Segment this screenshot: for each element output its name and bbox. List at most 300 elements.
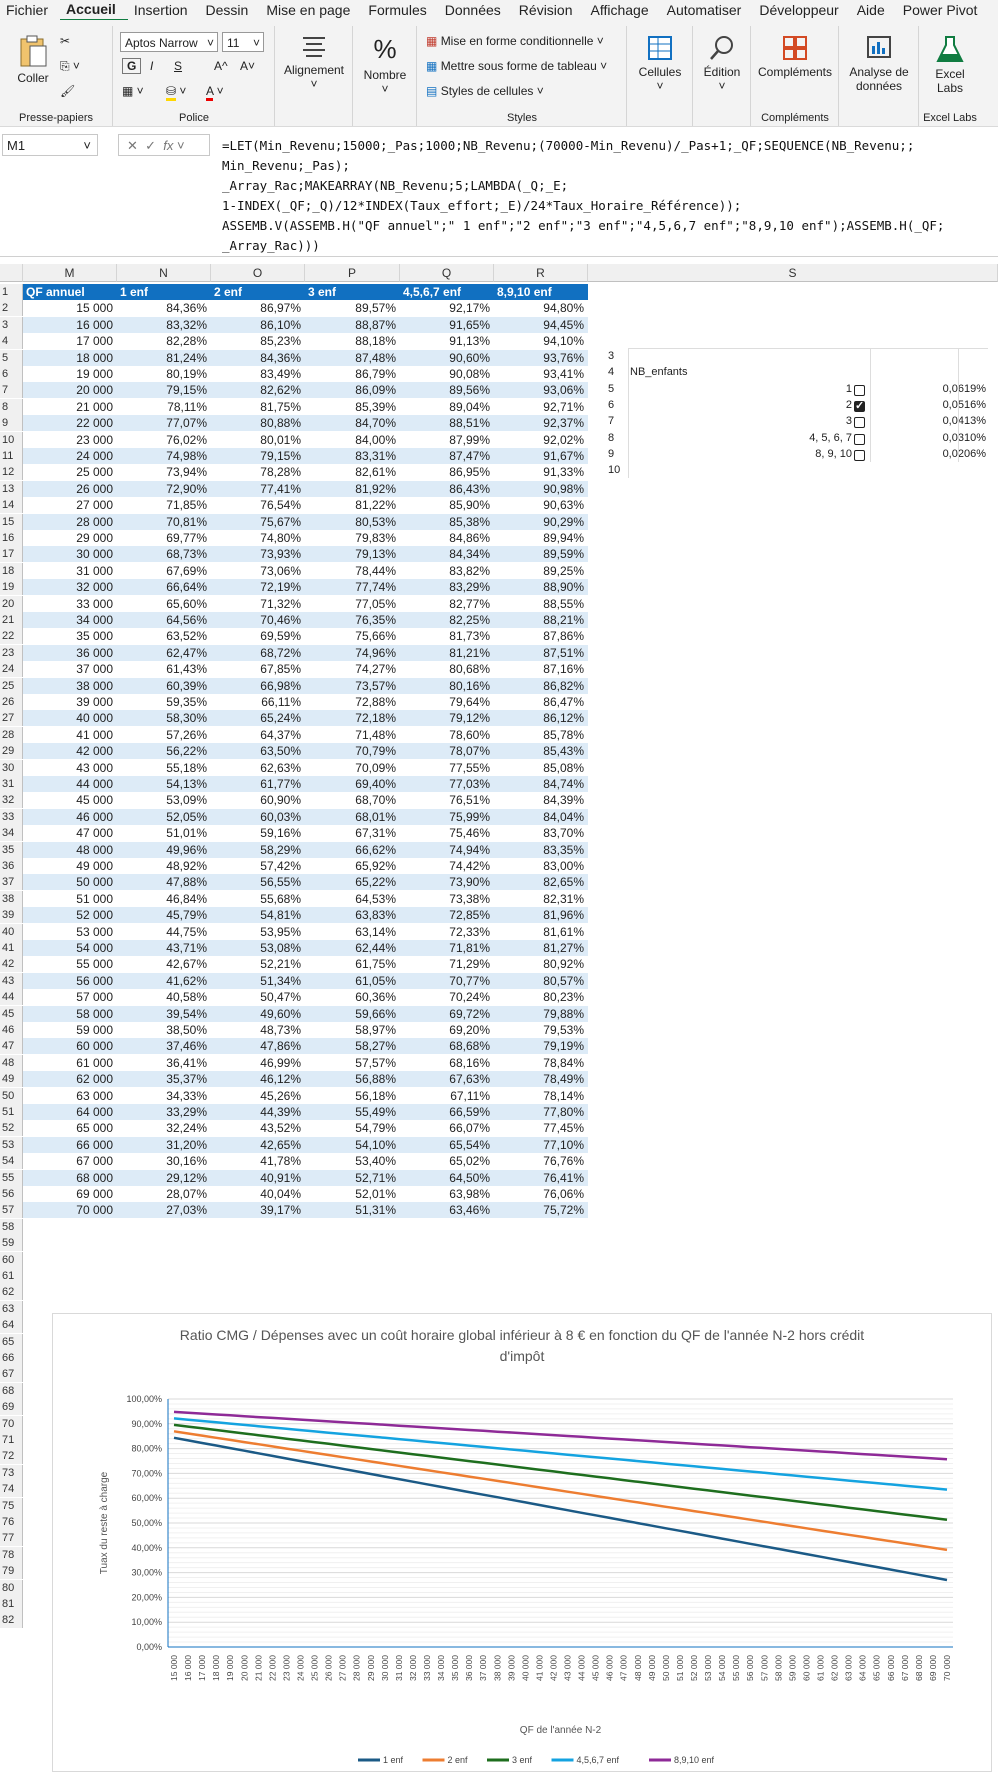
table-cell[interactable]: 68,73% bbox=[117, 546, 211, 562]
table-cell[interactable]: 82,77% bbox=[449, 596, 490, 611]
table-cell[interactable]: 84,04% bbox=[494, 809, 588, 825]
table-cell[interactable]: 77,07% bbox=[117, 415, 211, 431]
table-cell[interactable]: 53,95% bbox=[260, 924, 301, 939]
table-cell[interactable]: 80,23% bbox=[543, 990, 584, 1005]
table-cell[interactable]: 59,16% bbox=[260, 826, 301, 841]
table-cell[interactable]: 26 000 bbox=[23, 481, 117, 497]
table-cell[interactable]: 79,15% bbox=[211, 448, 305, 464]
fill-color-icon[interactable]: ⛁ ˅ bbox=[166, 84, 186, 98]
addins-button[interactable] bbox=[754, 34, 836, 79]
table-cell[interactable]: 63,52% bbox=[166, 629, 207, 644]
table-header-cell[interactable]: 2 enf bbox=[211, 284, 305, 300]
table-cell[interactable]: 68 000 bbox=[23, 1170, 117, 1186]
table-cell[interactable]: 44,39% bbox=[211, 1104, 305, 1120]
table-cell[interactable]: 75,99% bbox=[400, 809, 494, 825]
table-cell[interactable]: 79,64% bbox=[449, 695, 490, 709]
table-cell[interactable]: 58,27% bbox=[305, 1038, 400, 1054]
table-cell[interactable]: 93,76% bbox=[494, 350, 588, 366]
table-cell[interactable]: 88,21% bbox=[494, 612, 588, 628]
table-cell[interactable]: 39 000 bbox=[76, 695, 113, 709]
table-cell[interactable]: 51,31% bbox=[305, 1202, 400, 1218]
table-cell[interactable]: 62,47% bbox=[117, 645, 211, 661]
table-cell[interactable]: 67,69% bbox=[166, 563, 207, 578]
table-cell[interactable]: 85,38% bbox=[400, 514, 494, 530]
table-cell[interactable]: 79,12% bbox=[400, 710, 494, 726]
table-cell[interactable]: 76,54% bbox=[260, 498, 301, 513]
table-cell[interactable]: 63 000 bbox=[76, 1088, 113, 1103]
table-cell[interactable]: 51,01% bbox=[166, 826, 207, 841]
table-cell[interactable]: 73,57% bbox=[305, 678, 400, 694]
table-cell[interactable]: 77,03% bbox=[400, 776, 494, 792]
table-cell[interactable]: 82,25% bbox=[400, 612, 494, 628]
table-cell[interactable]: 56,88% bbox=[305, 1071, 400, 1087]
table-cell[interactable]: 52,05% bbox=[117, 809, 211, 825]
table-cell[interactable]: 78,14% bbox=[543, 1088, 584, 1103]
table-cell[interactable]: 18 000 bbox=[23, 350, 117, 366]
table-cell[interactable]: 71,48% bbox=[355, 727, 396, 742]
table-cell[interactable]: 54,81% bbox=[211, 907, 305, 923]
table-cell[interactable]: 83,82% bbox=[449, 563, 490, 578]
table-cell[interactable]: 61,43% bbox=[166, 662, 207, 677]
table-cell[interactable]: 88,55% bbox=[543, 596, 584, 611]
table-cell[interactable]: 65,54% bbox=[400, 1137, 494, 1153]
table-cell[interactable]: 77,55% bbox=[449, 760, 490, 775]
table-cell[interactable]: 75,66% bbox=[355, 629, 396, 644]
grow-font-button[interactable]: A^ bbox=[214, 59, 228, 73]
table-cell[interactable]: 87,86% bbox=[543, 629, 584, 644]
table-cell[interactable]: 86,43% bbox=[400, 481, 494, 497]
table-cell[interactable]: 65,60% bbox=[166, 596, 207, 611]
table-cell[interactable]: 27,03% bbox=[117, 1202, 211, 1218]
table-cell[interactable]: 79,13% bbox=[305, 546, 400, 562]
table-cell[interactable]: 44 000 bbox=[23, 776, 117, 792]
table-cell[interactable]: 45,26% bbox=[260, 1088, 301, 1103]
table-cell[interactable]: 65,02% bbox=[449, 1154, 490, 1169]
table-cell[interactable]: 54 000 bbox=[23, 940, 117, 956]
table-cell[interactable]: 88,18% bbox=[355, 334, 396, 349]
table-cell[interactable]: 33,29% bbox=[117, 1104, 211, 1120]
font-size-select[interactable]: 11 ˅ bbox=[222, 32, 264, 52]
table-cell[interactable]: 80,53% bbox=[305, 514, 400, 530]
table-cell[interactable]: 64,50% bbox=[400, 1170, 494, 1186]
table-cell[interactable]: 25 000 bbox=[76, 465, 113, 480]
table-cell[interactable]: 39,17% bbox=[211, 1202, 305, 1218]
table-cell[interactable]: 68,01% bbox=[305, 809, 400, 825]
menu-tab[interactable]: Développeur bbox=[759, 2, 839, 18]
table-cell[interactable]: 87,51% bbox=[494, 645, 588, 661]
table-cell[interactable]: 61,77% bbox=[211, 776, 305, 792]
borders-icon[interactable]: ▦ ˅ bbox=[122, 84, 144, 98]
cells-button[interactable]: Cellules ˅ bbox=[630, 34, 690, 93]
table-cell[interactable]: 34 000 bbox=[23, 612, 117, 628]
table-cell[interactable]: 31,20% bbox=[117, 1137, 211, 1153]
table-cell[interactable]: 61,05% bbox=[305, 973, 400, 989]
table-header-cell[interactable]: 4,5,6,7 enf bbox=[400, 284, 494, 300]
table-cell[interactable]: 24 000 bbox=[23, 448, 117, 464]
table-cell[interactable]: 89,04% bbox=[449, 399, 490, 414]
formula-input[interactable] bbox=[222, 136, 994, 256]
table-cell[interactable]: 27 000 bbox=[76, 498, 113, 513]
table-cell[interactable]: 71,32% bbox=[260, 596, 301, 611]
table-cell[interactable]: 83,35% bbox=[494, 842, 588, 858]
table-cell[interactable]: 84,00% bbox=[355, 432, 396, 447]
table-cell[interactable]: 60,36% bbox=[355, 990, 396, 1005]
table-cell[interactable]: 55,49% bbox=[305, 1104, 400, 1120]
table-cell[interactable]: 74,27% bbox=[355, 662, 396, 677]
table-cell[interactable]: 53,08% bbox=[211, 940, 305, 956]
table-cell[interactable]: 56,18% bbox=[355, 1088, 396, 1103]
table-cell[interactable]: 76,41% bbox=[494, 1170, 588, 1186]
table-cell[interactable]: 89,94% bbox=[543, 531, 584, 545]
table-header-cell[interactable]: QF annuel bbox=[23, 284, 117, 300]
menu-tab[interactable]: Insertion bbox=[133, 2, 188, 18]
shrink-font-button[interactable]: A˅ bbox=[240, 59, 256, 73]
table-cell[interactable]: 30 000 bbox=[23, 546, 117, 562]
table-cell[interactable]: 38 000 bbox=[23, 678, 117, 694]
table-cell[interactable]: 75,67% bbox=[211, 514, 305, 530]
table-cell[interactable]: 69 000 bbox=[76, 1187, 113, 1201]
table-cell[interactable]: 68,16% bbox=[449, 1055, 490, 1070]
table-cell[interactable]: 90,08% bbox=[449, 367, 490, 381]
table-cell[interactable]: 79,15% bbox=[117, 382, 211, 398]
analyze-data-button[interactable] bbox=[842, 34, 916, 93]
number-button[interactable]: % Nombre ˅ bbox=[356, 34, 414, 96]
table-cell[interactable]: 85,43% bbox=[494, 743, 588, 759]
table-cell[interactable]: 43,52% bbox=[260, 1121, 301, 1136]
alignment-button[interactable]: Alignement ˅ bbox=[278, 34, 350, 91]
table-cell[interactable]: 84,86% bbox=[449, 531, 490, 545]
table-cell[interactable]: 55,18% bbox=[166, 760, 207, 775]
table-cell[interactable]: 47 000 bbox=[76, 826, 113, 841]
table-cell[interactable]: 53 000 bbox=[76, 924, 113, 939]
table-cell[interactable]: 56 000 bbox=[23, 973, 117, 989]
table-cell[interactable]: 88,51% bbox=[400, 415, 494, 431]
table-cell[interactable]: 80,01% bbox=[260, 432, 301, 447]
table-cell[interactable]: 44,75% bbox=[166, 924, 207, 939]
table-cell[interactable]: 79,53% bbox=[543, 1023, 584, 1037]
table-cell[interactable]: 78,84% bbox=[543, 1055, 584, 1070]
table-cell[interactable]: 92,37% bbox=[494, 415, 588, 431]
table-cell[interactable]: 54,13% bbox=[117, 776, 211, 792]
table-cell[interactable]: 70,24% bbox=[449, 990, 490, 1005]
table-cell[interactable]: 89,59% bbox=[494, 546, 588, 562]
copy-icon[interactable]: ⎘ ˅ bbox=[60, 59, 80, 73]
table-cell[interactable]: 37,46% bbox=[117, 1038, 211, 1054]
table-cell[interactable]: 16 000 bbox=[23, 317, 117, 333]
table-cell[interactable]: 88,87% bbox=[305, 317, 400, 333]
table-cell[interactable]: 89,57% bbox=[355, 301, 396, 316]
table-cell[interactable]: 73,90% bbox=[400, 874, 494, 890]
table-cell[interactable]: 32 000 bbox=[23, 579, 117, 595]
table-cell[interactable]: 83,31% bbox=[305, 448, 400, 464]
menu-tab[interactable]: Affichage bbox=[590, 2, 649, 18]
table-cell[interactable]: 56,22% bbox=[117, 743, 211, 759]
font-name-select[interactable]: Aptos Narrow ˅ bbox=[120, 32, 218, 52]
table-cell[interactable]: 70,46% bbox=[211, 612, 305, 628]
table-cell[interactable]: 76,02% bbox=[166, 432, 207, 447]
table-cell[interactable]: 91,33% bbox=[543, 465, 584, 480]
table-header-cell[interactable]: 8,9,10 enf bbox=[494, 284, 588, 300]
table-cell[interactable]: 78,60% bbox=[449, 727, 490, 742]
table-cell[interactable]: 77,74% bbox=[305, 579, 400, 595]
table-cell[interactable]: 33 000 bbox=[76, 596, 113, 611]
table-cell[interactable]: 35,37% bbox=[117, 1071, 211, 1087]
table-cell[interactable]: 51 000 bbox=[76, 891, 113, 906]
table-cell[interactable]: 58 000 bbox=[23, 1006, 117, 1022]
table-cell[interactable]: 84,39% bbox=[543, 793, 584, 808]
table-cell[interactable]: 66 000 bbox=[23, 1137, 117, 1153]
table-cell[interactable]: 86,47% bbox=[543, 695, 584, 709]
table-cell[interactable]: 70,81% bbox=[117, 514, 211, 530]
table-cell[interactable]: 79,88% bbox=[494, 1006, 588, 1022]
table-cell[interactable]: 80,16% bbox=[400, 678, 494, 694]
paste-button[interactable] bbox=[8, 34, 58, 85]
table-cell[interactable]: 83,70% bbox=[543, 826, 584, 841]
table-cell[interactable]: 82,62% bbox=[211, 382, 305, 398]
table-cell[interactable]: 36,41% bbox=[166, 1055, 207, 1070]
table-cell[interactable]: 46 000 bbox=[23, 809, 117, 825]
table-cell[interactable]: 78,11% bbox=[167, 399, 207, 414]
table-cell[interactable]: 92,17% bbox=[449, 301, 490, 316]
table-cell[interactable]: 74,80% bbox=[260, 531, 301, 545]
table-cell[interactable]: 93,41% bbox=[543, 367, 584, 381]
table-cell[interactable]: 80,92% bbox=[543, 957, 584, 972]
checkbox[interactable] bbox=[854, 385, 865, 396]
table-cell[interactable]: 70,09% bbox=[355, 760, 396, 775]
table-cell[interactable]: 65,22% bbox=[305, 874, 400, 890]
table-cell[interactable]: 53,40% bbox=[355, 1154, 396, 1169]
table-cell[interactable]: 75,72% bbox=[494, 1202, 588, 1218]
table-cell[interactable]: 86,09% bbox=[305, 382, 400, 398]
fx-icon[interactable]: fx bbox=[163, 138, 174, 153]
table-cell[interactable]: 70 000 bbox=[23, 1202, 117, 1218]
table-cell[interactable]: 55,68% bbox=[260, 891, 301, 906]
column-header-N[interactable]: N bbox=[117, 264, 211, 282]
table-cell[interactable]: 65,24% bbox=[211, 710, 305, 726]
menu-tab[interactable]: Aide bbox=[856, 2, 885, 18]
table-cell[interactable]: 23 000 bbox=[76, 432, 113, 447]
table-cell[interactable]: 77,45% bbox=[543, 1121, 584, 1136]
table-cell[interactable]: 85,78% bbox=[543, 727, 584, 742]
table-cell[interactable]: 19 000 bbox=[76, 367, 113, 381]
table-cell[interactable]: 47,86% bbox=[211, 1038, 305, 1054]
table-cell[interactable]: 42,65% bbox=[211, 1137, 305, 1153]
table-cell[interactable]: 60,90% bbox=[260, 793, 301, 808]
table-cell[interactable]: 58,30% bbox=[117, 710, 211, 726]
menu-tab[interactable]: Fichier bbox=[6, 2, 49, 18]
table-cell[interactable]: 52,21% bbox=[260, 957, 301, 972]
table-cell[interactable]: 94,80% bbox=[543, 301, 584, 316]
table-cell[interactable]: 80,68% bbox=[449, 662, 490, 677]
menu-tab[interactable]: Révision bbox=[518, 2, 573, 18]
table-cell[interactable]: 52 000 bbox=[23, 907, 117, 923]
table-cell[interactable]: 58,97% bbox=[355, 1023, 396, 1037]
table-cell[interactable]: 80,19% bbox=[166, 367, 207, 381]
table-cell[interactable]: 70,79% bbox=[305, 743, 400, 759]
table-cell[interactable]: 85,08% bbox=[543, 760, 584, 775]
table-cell[interactable]: 85,23% bbox=[260, 334, 301, 349]
table-cell[interactable]: 22 000 bbox=[23, 415, 117, 431]
table-cell[interactable]: 60 000 bbox=[23, 1038, 117, 1054]
table-cell[interactable]: 84,34% bbox=[400, 546, 494, 562]
column-header-S[interactable]: S bbox=[588, 264, 998, 282]
table-cell[interactable]: 40,58% bbox=[166, 990, 207, 1005]
column-header-P[interactable]: P bbox=[305, 264, 400, 282]
table-cell[interactable]: 87,99% bbox=[449, 432, 490, 447]
cut-icon[interactable]: ✂ bbox=[60, 34, 71, 48]
table-cell[interactable]: 32,24% bbox=[166, 1121, 207, 1136]
table-cell[interactable]: 73,38% bbox=[449, 891, 490, 906]
table-header-cell[interactable]: 1 enf bbox=[117, 284, 211, 300]
excel-labs-button[interactable] bbox=[922, 34, 978, 95]
table-cell[interactable]: 65 000 bbox=[76, 1121, 113, 1136]
table-cell[interactable]: 53,09% bbox=[166, 793, 207, 808]
menu-tab[interactable]: Accueil bbox=[60, 0, 128, 21]
table-cell[interactable]: 68,70% bbox=[355, 793, 396, 808]
table-cell[interactable]: 79,19% bbox=[494, 1038, 588, 1054]
menu-tab[interactable]: Dessin bbox=[205, 2, 249, 18]
table-cell[interactable]: 60,39% bbox=[117, 678, 211, 694]
table-cell[interactable]: 74,42% bbox=[449, 859, 490, 873]
table-cell[interactable]: 61 000 bbox=[76, 1055, 113, 1070]
table-cell[interactable]: 67,63% bbox=[400, 1071, 494, 1087]
table-cell[interactable]: 76,06% bbox=[543, 1187, 584, 1201]
table-header-cell[interactable]: 3 enf bbox=[305, 284, 400, 300]
table-cell[interactable]: 90,29% bbox=[494, 514, 588, 530]
table-cell[interactable]: 63,46% bbox=[400, 1202, 494, 1218]
table-cell[interactable]: 57 000 bbox=[76, 990, 113, 1005]
table-cell[interactable]: 78,07% bbox=[400, 743, 494, 759]
table-cell[interactable]: 83,32% bbox=[117, 317, 211, 333]
table-cell[interactable]: 69,77% bbox=[166, 531, 207, 545]
table-cell[interactable]: 81,24% bbox=[117, 350, 211, 366]
table-cell[interactable]: 84,74% bbox=[494, 776, 588, 792]
table-cell[interactable]: 94,45% bbox=[494, 317, 588, 333]
checkbox[interactable] bbox=[854, 450, 865, 461]
table-cell[interactable]: 61,75% bbox=[355, 957, 396, 972]
table-cell[interactable]: 86,79% bbox=[355, 367, 396, 381]
table-cell[interactable]: 76,35% bbox=[305, 612, 400, 628]
table-cell[interactable]: 45,79% bbox=[117, 907, 211, 923]
table-cell[interactable]: 63,50% bbox=[211, 743, 305, 759]
table-cell[interactable]: 50,47% bbox=[260, 990, 301, 1005]
table-cell[interactable]: 59,35% bbox=[166, 695, 207, 709]
format-table-button[interactable]: ▦ Mettre sous forme de tableau ˅ bbox=[426, 59, 608, 73]
table-cell[interactable]: 59,66% bbox=[305, 1006, 400, 1022]
table-cell[interactable]: 77,80% bbox=[494, 1104, 588, 1120]
table-cell[interactable]: 81,21% bbox=[400, 645, 494, 661]
table-cell[interactable]: 49 000 bbox=[76, 859, 113, 873]
table-cell[interactable]: 82,28% bbox=[166, 334, 207, 349]
name-box[interactable]: M1 ˅ bbox=[2, 134, 98, 156]
table-cell[interactable]: 39,54% bbox=[117, 1006, 211, 1022]
table-cell[interactable]: 85,39% bbox=[355, 399, 396, 414]
table-cell[interactable]: 87,16% bbox=[543, 662, 584, 677]
underline-button[interactable]: S bbox=[174, 59, 183, 73]
table-cell[interactable]: 87,47% bbox=[400, 448, 494, 464]
table-cell[interactable]: 57,57% bbox=[355, 1055, 396, 1070]
table-cell[interactable]: 64,53% bbox=[355, 891, 396, 906]
table-cell[interactable]: 73,94% bbox=[166, 465, 207, 480]
table-cell[interactable]: 41 000 bbox=[76, 727, 113, 742]
menu-tab[interactable]: Données bbox=[444, 2, 501, 18]
table-cell[interactable]: 34,33% bbox=[166, 1088, 207, 1103]
table-cell[interactable]: 54,10% bbox=[305, 1137, 400, 1153]
table-cell[interactable]: 83,00% bbox=[543, 859, 584, 873]
table-cell[interactable]: 81,22% bbox=[355, 498, 396, 513]
table-cell[interactable]: 69,59% bbox=[260, 629, 301, 644]
table-cell[interactable]: 79,83% bbox=[355, 531, 396, 545]
table-cell[interactable]: 49,96% bbox=[117, 842, 211, 858]
table-cell[interactable]: 78,44% bbox=[355, 563, 396, 578]
table-cell[interactable]: 87,48% bbox=[305, 350, 400, 366]
table-cell[interactable]: 90,60% bbox=[400, 350, 494, 366]
table-cell[interactable]: 80,57% bbox=[494, 973, 588, 989]
table-cell[interactable]: 77,41% bbox=[211, 481, 305, 497]
table-cell[interactable]: 89,56% bbox=[400, 382, 494, 398]
table-cell[interactable]: 15 000 bbox=[76, 301, 113, 316]
table-cell[interactable]: 54,79% bbox=[355, 1121, 396, 1136]
table-cell[interactable]: 47,88% bbox=[117, 874, 211, 890]
table-cell[interactable]: 72,33% bbox=[449, 924, 490, 939]
table-cell[interactable]: 50 000 bbox=[23, 874, 117, 890]
table-cell[interactable]: 67,85% bbox=[260, 662, 301, 677]
table-cell[interactable]: 81,27% bbox=[494, 940, 588, 956]
table-cell[interactable]: 49,60% bbox=[211, 1006, 305, 1022]
table-cell[interactable]: 67,11% bbox=[450, 1088, 490, 1103]
table-cell[interactable]: 81,61% bbox=[543, 924, 584, 939]
table-cell[interactable]: 29,12% bbox=[117, 1170, 211, 1186]
column-header-M[interactable]: M bbox=[23, 264, 117, 282]
table-cell[interactable]: 64,56% bbox=[117, 612, 211, 628]
table-cell[interactable]: 64 000 bbox=[23, 1104, 117, 1120]
table-cell[interactable]: 84,36% bbox=[166, 301, 207, 316]
table-cell[interactable]: 17 000 bbox=[76, 334, 113, 349]
table-cell[interactable]: 76,76% bbox=[543, 1154, 584, 1169]
table-cell[interactable]: 36 000 bbox=[23, 645, 117, 661]
table-cell[interactable]: 77,05% bbox=[355, 596, 396, 611]
table-cell[interactable]: 30,16% bbox=[166, 1154, 207, 1169]
table-cell[interactable]: 43,71% bbox=[117, 940, 211, 956]
table-cell[interactable]: 90,98% bbox=[494, 481, 588, 497]
table-cell[interactable]: 67 000 bbox=[76, 1154, 113, 1169]
table-cell[interactable]: 84,36% bbox=[211, 350, 305, 366]
table-cell[interactable]: 57,26% bbox=[166, 727, 207, 742]
table-cell[interactable]: 29 000 bbox=[76, 531, 113, 545]
table-cell[interactable]: 81,73% bbox=[449, 629, 490, 644]
table-cell[interactable]: 76,51% bbox=[449, 793, 490, 808]
table-cell[interactable]: 75,46% bbox=[449, 826, 490, 841]
table-cell[interactable]: 63,14% bbox=[355, 924, 396, 939]
table-cell[interactable]: 83,29% bbox=[400, 579, 494, 595]
table-cell[interactable]: 72,85% bbox=[400, 907, 494, 923]
table-cell[interactable]: 55 000 bbox=[76, 957, 113, 972]
menu-tab[interactable]: Automatiser bbox=[666, 2, 742, 18]
table-cell[interactable]: 62,44% bbox=[305, 940, 400, 956]
table-cell[interactable]: 72,19% bbox=[211, 579, 305, 595]
table-cell[interactable]: 81,96% bbox=[494, 907, 588, 923]
table-cell[interactable]: 78,28% bbox=[260, 465, 301, 480]
conditional-format-button[interactable]: ▦ Mise en forme conditionnelle ˅ bbox=[426, 34, 604, 48]
table-cell[interactable]: 84,70% bbox=[305, 415, 400, 431]
table-cell[interactable]: 83,49% bbox=[260, 367, 301, 381]
table-cell[interactable]: 48,73% bbox=[260, 1023, 301, 1037]
table-cell[interactable]: 89,25% bbox=[543, 563, 584, 578]
table-cell[interactable]: 68,72% bbox=[211, 645, 305, 661]
table-cell[interactable]: 88,90% bbox=[494, 579, 588, 595]
table-cell[interactable]: 86,95% bbox=[449, 465, 490, 480]
select-all-corner[interactable] bbox=[0, 264, 23, 282]
